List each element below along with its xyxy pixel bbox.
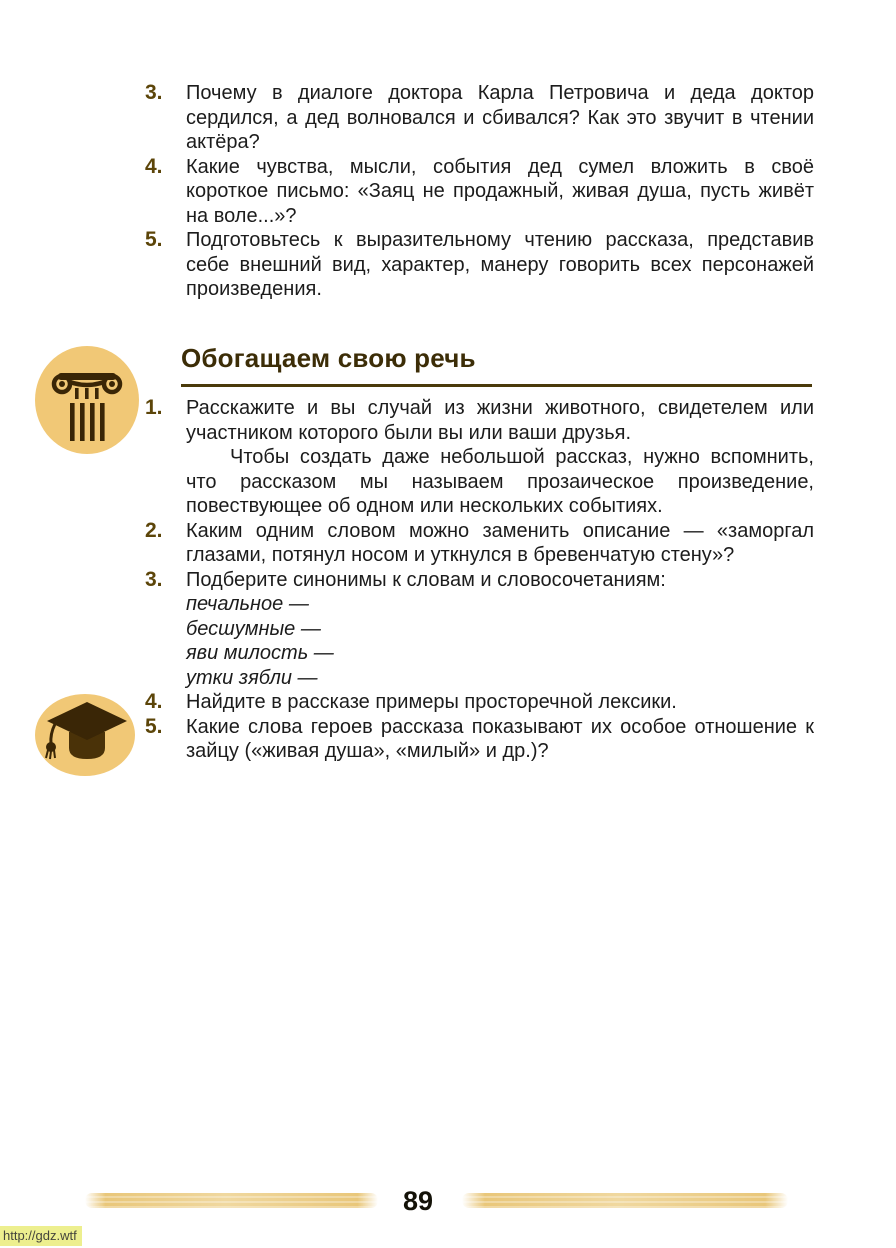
question-item — [140, 715, 814, 764]
question-item — [140, 396, 814, 519]
question-text: Каким одним словом можно заменить описание — «заморгал глазами, потянул носом и уткнулся в бревенчатую стену»? — [186, 519, 814, 566]
question-number: 4. — [145, 154, 163, 178]
footer-bar-left — [85, 1193, 378, 1208]
question-item — [140, 155, 814, 229]
question-item — [140, 228, 814, 302]
section-heading-block — [181, 343, 812, 387]
question-text-line: Расскажите и вы случай из жизни животного, свидетелем или участником которого были вы или ваши друзья. — [186, 397, 814, 444]
question-text: Почему в диалоге доктора Карла Петровича и деда доктор сердился, а дед волновался и сбивался? Как это звучит в чтении актёра? — [186, 82, 814, 153]
question-item — [140, 519, 814, 568]
question-paragraph: Чтобы создать даже небольшой рассказ, нужно вспомнить, что рассказом мы называем прозаическое произведение, повествующее об одном или нескольких событиях. — [186, 446, 814, 517]
watermark-url: http://gdz.wtf — [0, 1226, 82, 1246]
synonym-line: печальное — — [186, 593, 309, 615]
speech-questions-list — [140, 396, 814, 764]
question-item — [140, 690, 814, 715]
question-text-line: Подберите синонимы к словам и словосочетаниям: — [186, 568, 666, 591]
synonym-line: бесшумные — — [186, 617, 321, 640]
question-text — [186, 568, 814, 691]
question-text — [186, 396, 814, 519]
question-number: 5. — [145, 228, 163, 251]
question-item — [140, 568, 814, 691]
column-icon — [33, 344, 143, 456]
heading-rule — [181, 384, 812, 387]
graduation-cap-icon — [33, 692, 137, 778]
question-number: 2. — [145, 518, 163, 542]
page-number: 89 — [402, 1186, 434, 1216]
footer-bar-right — [462, 1193, 788, 1208]
question-item — [140, 81, 814, 155]
question-number: 5. — [145, 714, 163, 738]
synonym-line: утки зябли — — [186, 666, 318, 689]
question-text: Какие чувства, мысли, события дед сумел вложить в своё короткое письмо: «Заяц не продажный, живая душа, пусть живёт на воле...»? — [186, 155, 814, 227]
questions-top-list — [140, 81, 814, 302]
question-number: 4. — [145, 690, 163, 713]
question-text: Найдите в рассказе примеры просторечной лексики. — [186, 691, 677, 713]
question-number: 3. — [145, 567, 163, 591]
section-heading: Обогащаем свою речь — [181, 343, 476, 373]
synonym-line: яви милость — — [186, 642, 334, 664]
question-number: 3. — [145, 81, 163, 104]
question-text: Какие слова героев рассказа показывают их особое отношение к зайцу («живая душа», «милый» и др.)? — [186, 715, 814, 762]
question-number: 1. — [145, 396, 163, 419]
question-text: Подготовьтесь к выразительному чтению рассказа, представив себе внешний вид, характер, манеру говорить всех персонажей произведения. — [186, 229, 814, 300]
